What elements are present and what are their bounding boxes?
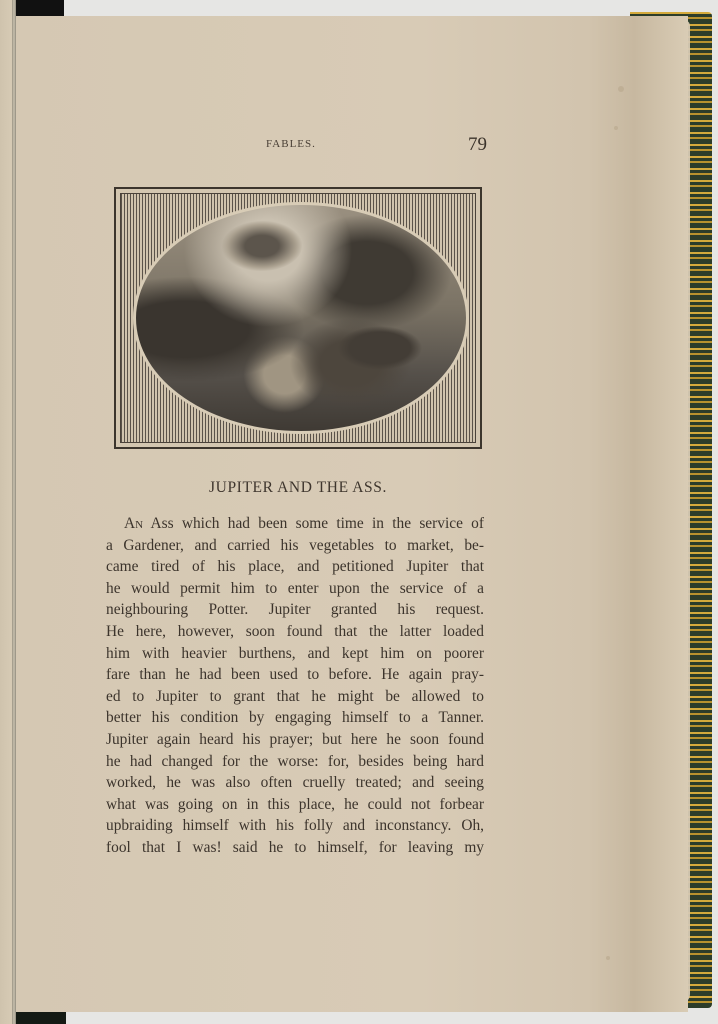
text-line: he had changed for the worse: for, besides being hard [106, 752, 484, 770]
running-head: FABLES. [266, 138, 316, 150]
text-line: upbraiding himself with his folly and inconstancy. Oh, [106, 817, 484, 835]
jupiter-figure [222, 221, 302, 271]
text-line: He here, however, soon found that the latter loaded [106, 622, 484, 640]
oval-vignette [133, 202, 469, 434]
ruled-frame [120, 193, 476, 443]
text-line: worked, he was also often cruelly treated; and seeing [106, 774, 484, 792]
text-line: he would permit him to enter upon the service of a [106, 579, 484, 597]
fable-title: JUPITER AND THE ASS. [209, 479, 387, 496]
engraving-illustration [114, 187, 482, 449]
page-number: 79 [468, 134, 487, 155]
text-line: better his condition by engaging himself to a Tanner. [106, 709, 484, 727]
ass-figure [332, 323, 428, 373]
dropcap-word: An [124, 515, 144, 532]
foxing-spot [618, 86, 624, 92]
text-line: came tired of his place, and petitioned Jupiter that [106, 558, 484, 576]
foxing-spot [614, 126, 618, 130]
text-line: a Gardener, and carried his vegetables to market, be- [106, 536, 484, 554]
text-line: neighbouring Potter. Jupiter granted his request. [106, 601, 484, 619]
fable-body [106, 513, 484, 859]
text-line: Jupiter again heard his prayer; but here he soon found [106, 730, 484, 748]
text-line: him with heavier burthens, and kept him on poorer [106, 644, 484, 662]
text-line: An Ass which had been some time in the service of [124, 515, 484, 532]
text-line: ed to Jupiter to grant that he might be allowed to [106, 687, 484, 705]
text-line: what was going on in this place, he could not forbear [106, 795, 484, 813]
foxing-spot [606, 956, 610, 960]
text-line: fare than he had been used to before. He again pray- [106, 666, 484, 684]
text-line: fool that I was! said he to himself, for leaving my [106, 838, 484, 856]
